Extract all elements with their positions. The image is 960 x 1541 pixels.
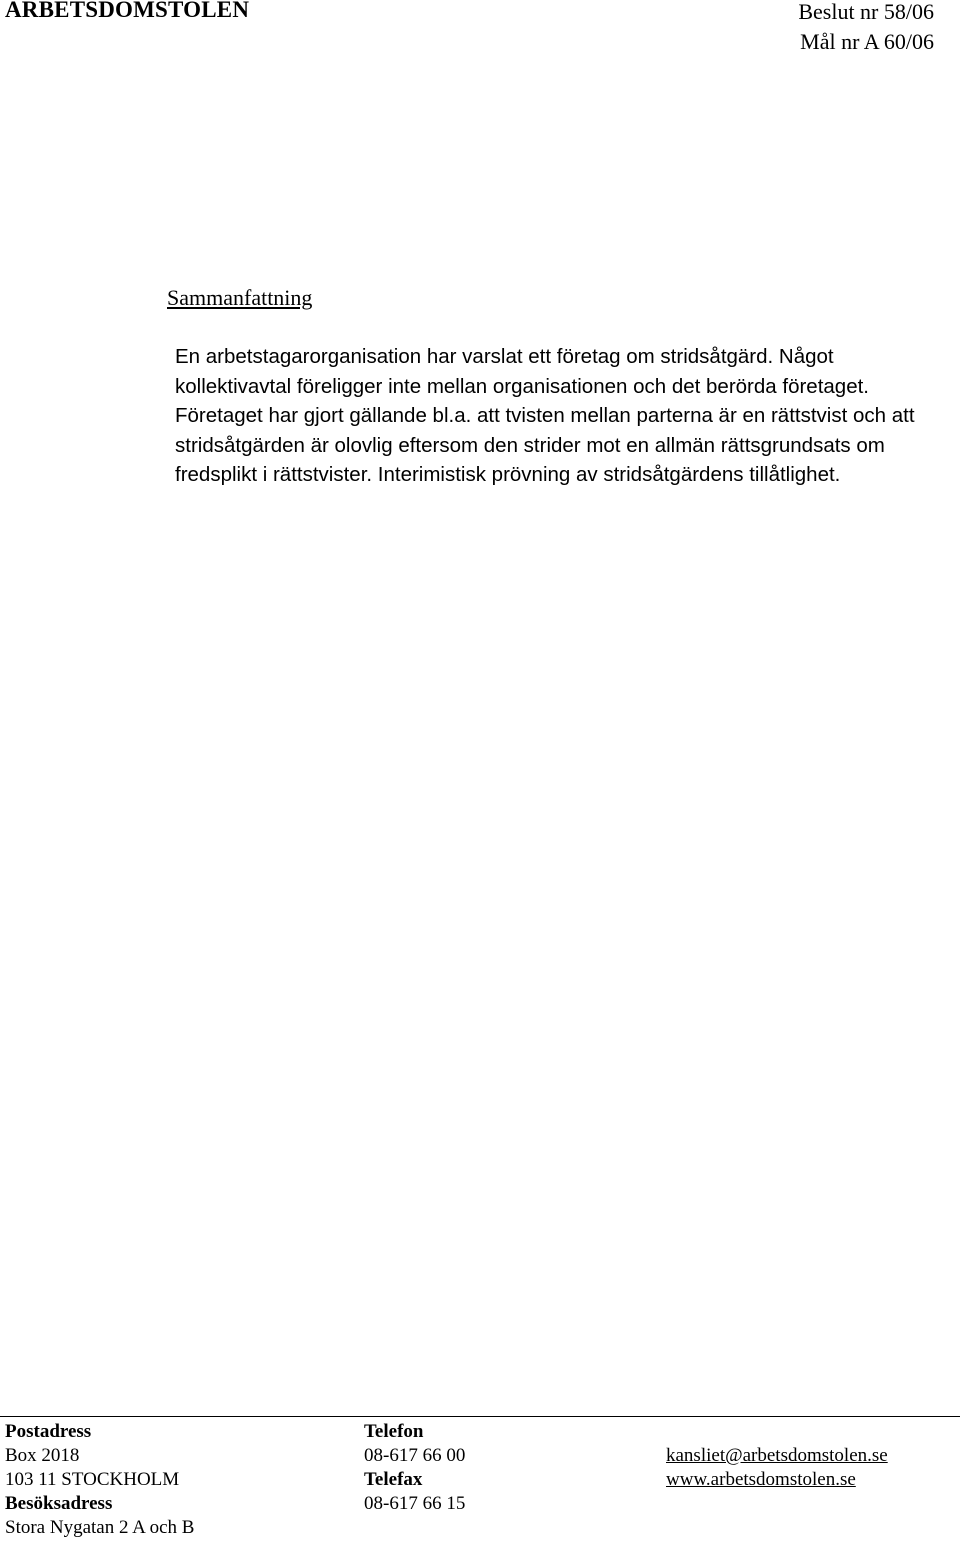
- case-reference: [798, 0, 934, 57]
- postal-box: Box 2018: [5, 1445, 80, 1466]
- fax-label: Telefax: [364, 1469, 423, 1490]
- postal-address-label: Postadress: [5, 1421, 92, 1442]
- visiting-address-label: Besöksadress: [5, 1493, 113, 1514]
- website-link[interactable]: www.arbetsdomstolen.se: [666, 1469, 856, 1490]
- case-number: Mål nr A 60/06: [800, 29, 934, 54]
- footer-contact-column: [364, 1420, 465, 1516]
- email-link[interactable]: kansliet@arbetsdomstolen.se: [666, 1445, 888, 1466]
- decision-number: Beslut nr 58/06: [798, 0, 934, 24]
- summary-heading: Sammanfattning: [167, 285, 313, 310]
- summary-section: [175, 342, 955, 490]
- footer-address-column: [5, 1420, 194, 1540]
- fax-number: 08-617 66 15: [364, 1493, 466, 1514]
- footer-online-column: [666, 1444, 888, 1492]
- visiting-address: Stora Nygatan 2 A och B: [5, 1517, 195, 1538]
- phone-label: Telefon: [364, 1421, 424, 1442]
- footer: [0, 1420, 960, 1541]
- court-name: ARBETSDOMSTOLEN: [5, 0, 250, 22]
- summary-text: En arbetstagarorganisation har varslat ett företag om stridsåtgärd. Något kollektivavtal föreligger inte mellan organisationen och det berörda företaget. Företaget har gjort gällande bl.a. att tvisten mellan parterna är en rättstvist och att stridsåtgärden är olovlig eftersom den strider mot en allmän rättsgrundsats om fredsplikt i rättstvister. Interimistisk prövning av stridsåtgärdens tillåtlighet.: [175, 345, 915, 486]
- footer-divider: [0, 1416, 960, 1417]
- phone-number: 08-617 66 00: [364, 1445, 466, 1466]
- postal-city: 103 11 STOCKHOLM: [5, 1469, 180, 1490]
